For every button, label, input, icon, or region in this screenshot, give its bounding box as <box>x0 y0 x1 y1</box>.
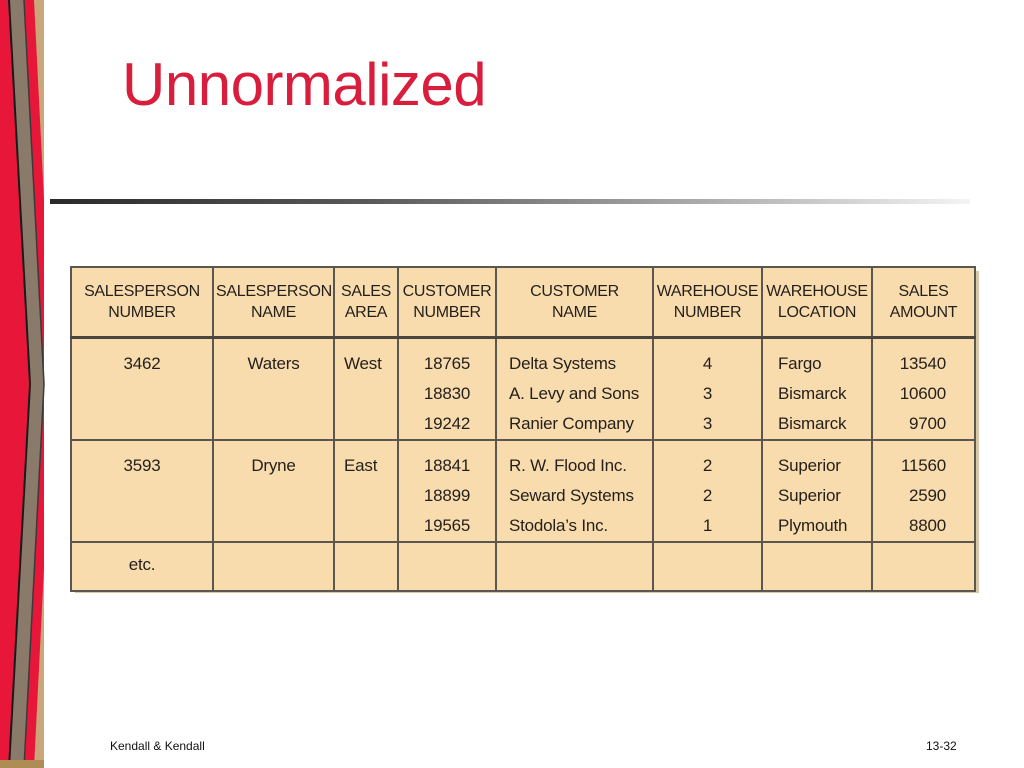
customer-number-cell: 18841 18899 19565 <box>398 440 496 542</box>
table-row <box>71 440 975 542</box>
column-header-warehouse-number: WAREHOUSE NUMBER <box>653 267 762 337</box>
footer-author: Kendall & Kendall <box>110 739 205 753</box>
customer-name-cell: Delta Systems A. Levy and Sons Ranier Company <box>496 337 653 440</box>
column-header-salesperson-name: SALESPERSON NAME <box>213 267 334 337</box>
customer-number-cell: 18765 18830 19242 <box>398 337 496 440</box>
table-row-etc <box>71 542 975 591</box>
customer-name-cell: R. W. Flood Inc. Seward Systems Stodola’s Inc. <box>496 440 653 542</box>
warehouse-number-cell: 2 2 1 <box>653 440 762 542</box>
warehouse-location-cell: Superior Superior Plymouth <box>762 440 872 542</box>
empty-cell <box>334 542 398 591</box>
salesperson-number-cell: 3462 <box>71 337 213 440</box>
column-header-customer-number: CUSTOMER NUMBER <box>398 267 496 337</box>
salesperson-name-cell: Dryne <box>213 440 334 542</box>
title-divider <box>50 199 970 204</box>
table-header-row <box>71 267 975 337</box>
empty-cell <box>496 542 653 591</box>
etc-cell: etc. <box>71 542 213 591</box>
column-header-warehouse-location: WAREHOUSE LOCATION <box>762 267 872 337</box>
empty-cell <box>653 542 762 591</box>
sales-table <box>70 266 976 592</box>
column-header-sales-amount: SALES AMOUNT <box>872 267 975 337</box>
footer-page-number: 13-32 <box>926 739 957 753</box>
salesperson-name-cell: Waters <box>213 337 334 440</box>
sales-area-cell: West <box>334 337 398 440</box>
column-header-salesperson-number: SALESPERSON NUMBER <box>71 267 213 337</box>
sales-amount-cell: 13540 10600 9700 <box>872 337 975 440</box>
unnormalized-table <box>70 266 974 588</box>
empty-cell <box>762 542 872 591</box>
table-row <box>71 337 975 440</box>
empty-cell <box>398 542 496 591</box>
sales-amount-cell: 11560 2590 8800 <box>872 440 975 542</box>
column-header-sales-area: SALES AREA <box>334 267 398 337</box>
salesperson-number-cell: 3593 <box>71 440 213 542</box>
column-header-customer-name: CUSTOMER NAME <box>496 267 653 337</box>
empty-cell <box>872 542 975 591</box>
warehouse-number-cell: 4 3 3 <box>653 337 762 440</box>
sales-area-cell: East <box>334 440 398 542</box>
warehouse-location-cell: Fargo Bismarck Bismarck <box>762 337 872 440</box>
slide-title: Unnormalized <box>122 51 487 118</box>
decorative-left-border <box>0 0 46 768</box>
empty-cell <box>213 542 334 591</box>
